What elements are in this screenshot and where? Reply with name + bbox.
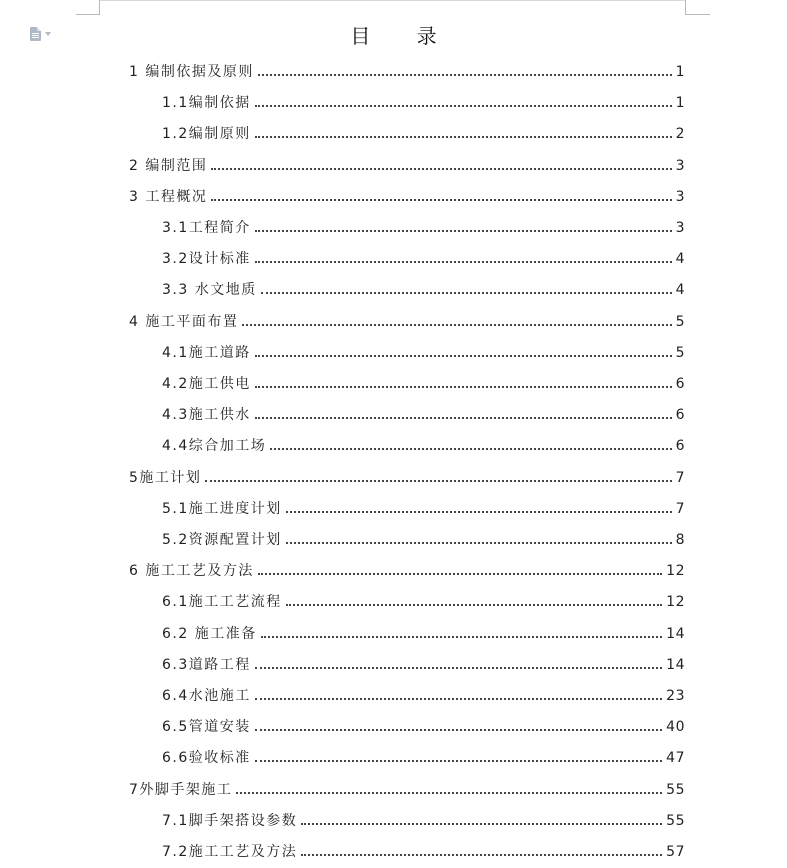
toc-entry-page-number: 57 [666,844,685,860]
toc-dot-leader [236,791,662,794]
toc-entry[interactable] [162,88,685,118]
toc-dot-leader [255,354,672,357]
page-top-edge [100,0,685,1]
toc-entry-page-number: 55 [666,812,685,829]
toc-entry-label: 综合加工场 [188,438,267,455]
toc-entry-number: 7.2 [162,844,189,860]
toc-entry-page-number: 5 [675,313,685,330]
toc-entry-number: 3.2 [162,251,189,268]
toc-entry-page-number: 2 [675,126,685,143]
toc-entry-page-number: 40 [666,719,685,736]
toc-dot-leader [255,229,672,232]
toc-entry[interactable] [162,712,685,742]
toc-entry-number: 3.3 [162,282,195,299]
toc-dot-leader [301,822,662,825]
toc-entry-page-number: 14 [666,625,685,642]
toc-dot-leader [255,135,672,138]
toc-title: 目 录 [350,24,457,48]
toc-entry-number: 7 [129,781,140,798]
toc-entry[interactable] [162,244,685,274]
toc-entry-label: 施工工艺流程 [188,594,282,611]
toc-entry-page-number: 3 [675,157,685,174]
toc-dot-leader [261,291,672,294]
toc-entry[interactable] [162,369,685,399]
toc-entry-number: 6.4 [162,688,189,704]
crop-mark-top-right-vertical [685,0,686,15]
toc-dot-leader [286,510,672,513]
toc-entry-page-number: 4 [675,282,685,299]
toc-entry-number: 6.6 [162,750,189,767]
toc-entry[interactable] [162,837,685,867]
toc-entry-label: 工程简介 [188,220,251,236]
toc-entry[interactable] [162,213,685,243]
toc-entry-page-number: 8 [675,532,685,548]
crop-mark-top-left-vertical [99,0,100,15]
toc-entry[interactable] [129,151,685,181]
toc-entry[interactable] [162,338,685,368]
toc-entry-label: 施工平面布置 [145,313,239,330]
toc-dot-leader [255,416,672,419]
toc-dot-leader [211,167,671,170]
toc-entry-label: 管道安装 [188,719,251,736]
toc-entry-label: 脚手架搭设参数 [188,812,298,829]
toc-dot-leader [255,666,662,669]
toc-dot-leader [286,541,672,544]
toc-entry[interactable] [162,525,685,555]
toc-entry-number: 6.1 [162,594,189,611]
toc-entry-page-number: 3 [675,188,685,205]
toc-entry-number: 7.1 [162,812,189,829]
toc-entry-page-number: 47 [666,750,685,767]
toc-entry-number: 2 [129,157,146,174]
toc-entry-page-number: 1 [675,64,685,80]
toc-dot-leader [205,479,671,482]
toc-dot-leader [255,260,672,263]
toc-entry-label: 编制范围 [145,157,208,174]
toc-entry-number: 6.2 [162,625,195,642]
toc-entry-page-number: 14 [666,656,685,673]
toc-entry-label: 施工工艺及方法 [145,563,254,580]
toc-entry-page-number: 23 [666,688,685,704]
toc-entry-label: 外脚手架施工 [139,781,233,798]
toc-dot-leader [286,603,662,606]
toc-entry[interactable] [129,463,685,493]
toc-entry[interactable] [129,307,685,337]
toc-entry-label: 设计标准 [188,251,251,268]
crop-mark-top-left [76,14,100,15]
toc-entry[interactable] [162,587,685,617]
toc-entry-label: 施工道路 [188,344,251,361]
toc-dot-leader [258,73,672,76]
toc-entry[interactable] [129,775,685,805]
toc-entry-number: 1 [129,64,146,80]
toc-entry[interactable] [162,806,685,836]
toc-entry-label: 工程概况 [145,188,208,205]
toc-entry-page-number: 1 [675,95,685,112]
toc-entry-number: 6 [129,563,146,580]
toc-entry-page-number: 12 [666,563,685,580]
toc-entry-label: 编制原则 [188,126,251,143]
toc-entry-page-number: 7 [675,469,685,486]
toc-dot-leader [261,635,662,638]
toc-dot-leader [255,759,662,762]
toc-entry-page-number: 12 [666,594,685,611]
toc-entry-number: 4 [129,313,146,330]
toc-entry-label: 水池施工 [188,688,251,704]
toc-dot-leader [242,323,671,326]
toc-dot-leader [258,572,662,575]
toc-dot-leader [211,198,671,201]
toc-entry-number: 6.5 [162,719,189,736]
toc-entry-label: 编制依据 [188,95,251,112]
toc-dot-leader [255,104,672,107]
toc-entry-number: 5 [129,469,140,486]
toc-entry-label: 水文地质 [194,282,257,299]
toc-entry-page-number: 6 [675,407,685,424]
toc-entry-label: 施工计划 [139,469,202,486]
toc-entry-number: 4.1 [162,344,189,361]
toc-dot-leader [255,728,662,731]
toc-entry-number: 3 [129,188,146,205]
toc-dot-leader [255,385,672,388]
toc-entry-page-number: 4 [675,251,685,268]
toc-entry-page-number: 7 [675,500,685,517]
toc-entry-label: 编制依据及原则 [145,64,254,80]
toc-entry[interactable] [162,743,685,773]
toc-entry[interactable] [162,400,685,430]
toc-entry-page-number: 6 [675,438,685,455]
toc-entry-label: 道路工程 [188,656,251,673]
toc-entry-number: 5.2 [162,532,189,548]
toc-entry-number: 1.2 [162,126,189,143]
toc-entry[interactable] [129,556,685,586]
toc-entry-label: 验收标准 [188,750,251,767]
toc-entry-page-number: 55 [666,781,685,798]
toc-entry-page-number: 3 [675,220,685,236]
toc-entry-number: 3.1 [162,220,189,236]
toc-entry[interactable] [162,494,685,524]
toc-entry-label: 施工工艺及方法 [188,844,298,860]
toc-entry[interactable] [162,619,685,649]
toc-entry-number: 6.3 [162,656,189,673]
toc-entry[interactable] [129,182,685,212]
toc-entry-page-number: 5 [675,344,685,361]
toc-entry[interactable] [162,119,685,149]
toc-entry-label: 资源配置计划 [188,532,282,548]
toc-entry[interactable] [162,681,685,711]
toc-entry[interactable] [129,57,685,87]
toc-entry[interactable] [162,650,685,680]
toc-entry-number: 5.1 [162,500,189,517]
crop-mark-top-right [686,14,710,15]
toc-dot-leader [301,853,662,856]
toc-entry-number: 4.3 [162,407,189,424]
toc-entry[interactable] [162,275,685,305]
toc-entry-number: 1.1 [162,95,189,112]
toc-entry-number: 4.2 [162,376,189,392]
toc-entry[interactable] [162,431,685,461]
toc-entry-number: 4.4 [162,438,189,455]
toc-entry-page-number: 6 [675,376,685,392]
toc-entry-label: 施工准备 [194,625,257,642]
toc-dot-leader [255,697,662,700]
toc-entry-label: 施工供水 [188,407,251,424]
toc-entry-label: 施工进度计划 [188,500,282,517]
toc-dot-leader [270,447,671,450]
toc-entry-label: 施工供电 [188,376,251,392]
